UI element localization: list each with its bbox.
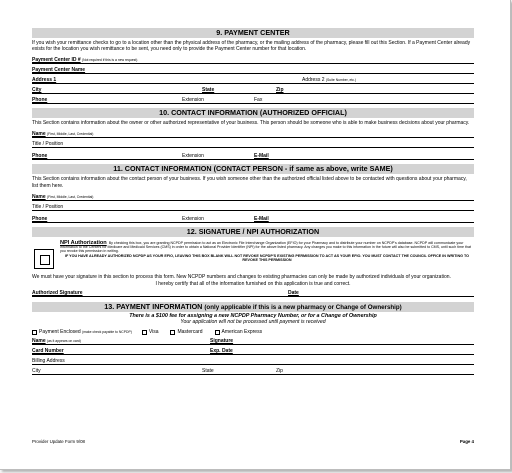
section-13-header: [32, 302, 474, 312]
card-number-label: Card Number: [32, 348, 64, 355]
signature-requirement-text: We must have your signature in this section to process this form. New NCPDP numbers and changes to existing pharmacies can only be made by authorized individuals of your organization.: [32, 274, 451, 281]
official-name-note: (First, Middle, Last, Credential): [47, 132, 94, 137]
payment-center-name-field[interactable]: [32, 64, 474, 74]
address-1-label: Address 1: [32, 76, 57, 83]
card-signature-label: Signature: [210, 338, 234, 345]
official-name-field[interactable]: [32, 126, 474, 138]
fee-processing-note: Your application will not be processed until payment is received: [180, 319, 326, 326]
official-phone-label: Phone: [32, 153, 48, 160]
address-2-note: (Suite Number, etc.): [325, 77, 357, 82]
official-email-label: E-Mail: [254, 153, 269, 160]
contact-title-field[interactable]: [32, 201, 474, 211]
section-12-header: 12. SIGNATURE / NPI AUTHORIZATION: [32, 227, 474, 237]
exp-date-label: Exp. Date: [210, 348, 233, 355]
contact-name-note: (First, Middle, Last, Credential): [47, 195, 94, 200]
cardholder-name-note: (as it appears on card): [47, 339, 81, 344]
official-title-label: Title / Position: [32, 141, 64, 148]
npi-authorization-text: By checking this box, you are granting NCPDP permission to act as an Electronic File Interchange Organization (EFIO) for your Pharmacy and to distribute your number on NCPDP's database. NCPDP will communicate your information to the Centers for Medicare and Medicaid Services (CMS) in order to obtain a National Provider Identifier (NPI) for the above listed pharmacy. Any changes you make to this information in the future will also be submitted to CMS, until such time that you revoke this permission in writing.: [60, 241, 472, 254]
section-13-title: 13. PAYMENT INFORMATION: [104, 301, 203, 311]
phone-ext-fax-row[interactable]: [32, 94, 474, 104]
payment-enclosed-label: Payment Enclosed: [39, 329, 81, 336]
page-footer: [32, 439, 474, 444]
section-13-subtitle: (only applicable if this is a new pharmacy or Change of Ownership): [204, 303, 402, 311]
contact-name-label: Name: [32, 194, 46, 201]
form-content: [32, 28, 474, 375]
billing-state-label: State: [202, 368, 214, 375]
fee-notice: There is a $100 fee for assigning a new NCPDP Pharmacy Number, or for a Change of Ownership: [129, 312, 377, 319]
contact-phone-row[interactable]: [32, 211, 474, 223]
payment-center-id-note: (Not required if this is a new request): [82, 57, 138, 62]
mastercard-label: Mastercard: [177, 329, 203, 336]
npi-authorization-title: NPI Authorization: [60, 240, 107, 247]
visa-checkbox[interactable]: [142, 330, 147, 335]
npi-revoke-notice: IF YOU HAVE ALREADY AUTHORIZED NCPDP AS YOUR EFIO, LEAVING THIS BOX BLANK WILL NOT REVOKE NCPDP'S EXISTING PERMISSION TO ACT AS YOUR EFIO. YOU MUST CONTACT THE COUNCIL OFFICE IN WRITING TO REVOKE THIS PERMISSION: [64, 253, 470, 262]
official-title-field[interactable]: [32, 138, 474, 148]
contact-email-label: E-Mail: [254, 216, 269, 223]
billing-zip-label: Zip: [276, 368, 283, 375]
section-10-intro: This Section contains information about the owner or other authorized representative of your business. This person should be someone who is able to make business decisions about your pharmacy.: [32, 119, 470, 126]
american-express-checkbox[interactable]: [215, 330, 220, 335]
certification-text: I hereby certify that all of the information furnished on this application is true and correct.: [155, 281, 351, 288]
american-express-label: American Express: [221, 329, 263, 336]
contact-name-field[interactable]: [32, 189, 474, 201]
payment-center-id-field[interactable]: [32, 53, 474, 64]
section-11-intro: This Section contains information about the contact person of your business. If you wish someone other than the authorized official listed above to be contacted with questions about your pharmacy, list them here.: [32, 176, 467, 189]
official-name-label: Name: [32, 131, 46, 138]
extension-label: Extension: [182, 96, 204, 103]
billing-city-label: City: [32, 368, 41, 375]
npi-authorization-block: [32, 241, 474, 269]
address-row[interactable]: [32, 74, 474, 84]
authorized-signature-label: Authorized Signature: [32, 289, 83, 296]
city-state-zip-row[interactable]: [32, 84, 474, 94]
zip-label: Zip: [276, 86, 284, 93]
billing-address-label: Billing Address: [32, 358, 65, 365]
address-2-label: Address 2: [302, 76, 325, 83]
city-label: City: [32, 86, 42, 93]
visa-label: Visa: [148, 329, 159, 336]
phone-label: Phone: [32, 96, 48, 103]
section-9-header: 9. PAYMENT CENTER: [32, 28, 474, 38]
contact-extension-label: Extension: [182, 216, 204, 223]
section-9-intro: If you wish your remittance checks to go to a location other than the physical address of the pharmacy, or the mailing address of the pharmacy, please fill out this Section. If a Payment Center already exists for the location you wish remittance to be sent, you need only to provide the Payment Center number for that location.: [32, 40, 471, 53]
npi-authorization-checkbox[interactable]: [34, 249, 54, 269]
page-number: Page 4: [459, 439, 474, 444]
official-extension-label: Extension: [182, 153, 204, 160]
cardholder-name-label: Name: [32, 338, 46, 345]
payment-enclosed-note: (make check payable to NCPDP): [82, 330, 132, 335]
card-number-row[interactable]: [32, 345, 474, 355]
section-11-header: 11. CONTACT INFORMATION (CONTACT PERSON - if same as above, write SAME): [32, 164, 474, 174]
payment-center-id-label: Payment Center ID #: [32, 56, 81, 63]
payment-center-name-label: Payment Center Name: [32, 66, 86, 73]
section-10-header: 10. CONTACT INFORMATION (AUTHORIZED OFFICIAL): [32, 108, 474, 118]
payment-method-row: [32, 328, 474, 336]
contact-phone-label: Phone: [32, 216, 48, 223]
contact-title-label: Title / Position: [32, 204, 64, 211]
billing-city-state-zip-row[interactable]: [32, 365, 474, 375]
signature-date-label: Date: [288, 289, 299, 296]
official-phone-row[interactable]: [32, 148, 474, 160]
mastercard-checkbox[interactable]: [170, 330, 175, 335]
fax-label: Fax: [254, 96, 263, 103]
billing-address-field[interactable]: [32, 355, 474, 365]
authorized-signature-row[interactable]: [32, 288, 474, 297]
payment-enclosed-checkbox[interactable]: [32, 330, 37, 335]
state-label: State: [202, 86, 215, 93]
cardholder-row[interactable]: [32, 336, 474, 345]
form-version: Provider Update Form 9/08: [32, 439, 85, 444]
